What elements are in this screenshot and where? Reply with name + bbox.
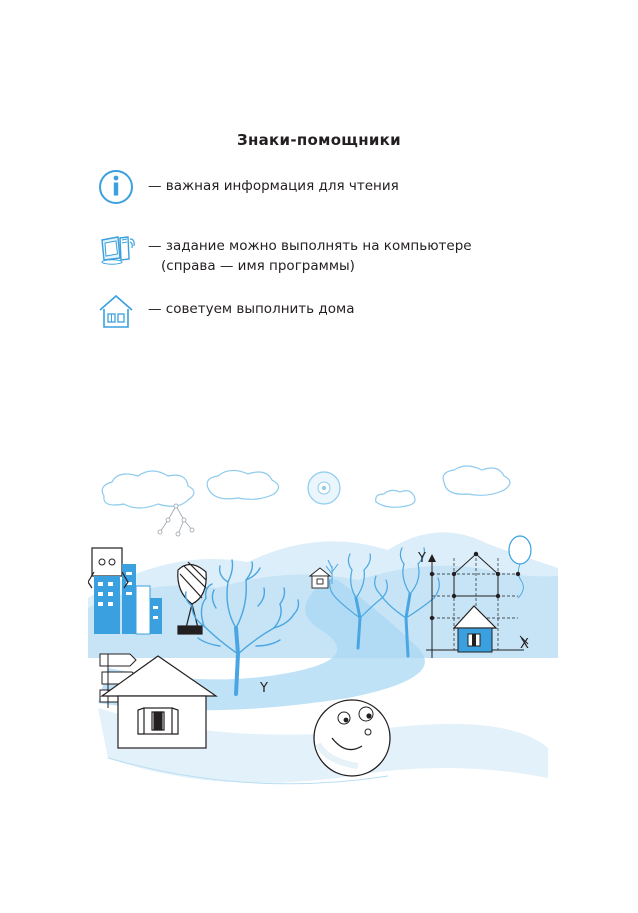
cd-disc-icon	[308, 472, 340, 504]
y-axis-label: Y	[418, 551, 426, 566]
cloud-icon	[102, 471, 194, 508]
cloud-icon	[443, 466, 510, 495]
cloud-icon	[376, 490, 415, 507]
smiley-ball-icon	[314, 700, 390, 776]
legend-text-home: — советуем выполнить дома	[148, 301, 355, 317]
big-house-icon	[102, 656, 216, 748]
legend-text-computer	[148, 236, 472, 276]
computer-icon	[98, 234, 142, 266]
legend-item-home	[98, 293, 558, 333]
legend-text-computer-line1: — задание можно выполнять на компьютере	[148, 238, 472, 254]
info-icon	[98, 168, 142, 208]
graph-diagram-icon	[158, 504, 194, 536]
house-icon	[98, 293, 142, 329]
cloud-icon	[207, 470, 278, 499]
tree-axis-label: Y	[260, 681, 268, 696]
legend-item-computer	[98, 234, 558, 274]
x-axis-label: X	[520, 637, 529, 652]
page-title: Знаки-помощники	[237, 131, 401, 149]
legend-text-info: — важная информация для чтения	[148, 178, 399, 194]
winter-landscape-illustration	[88, 458, 558, 798]
legend-item-info	[98, 168, 558, 208]
legend-text-computer-line2: (справа — имя программы)	[161, 258, 355, 274]
